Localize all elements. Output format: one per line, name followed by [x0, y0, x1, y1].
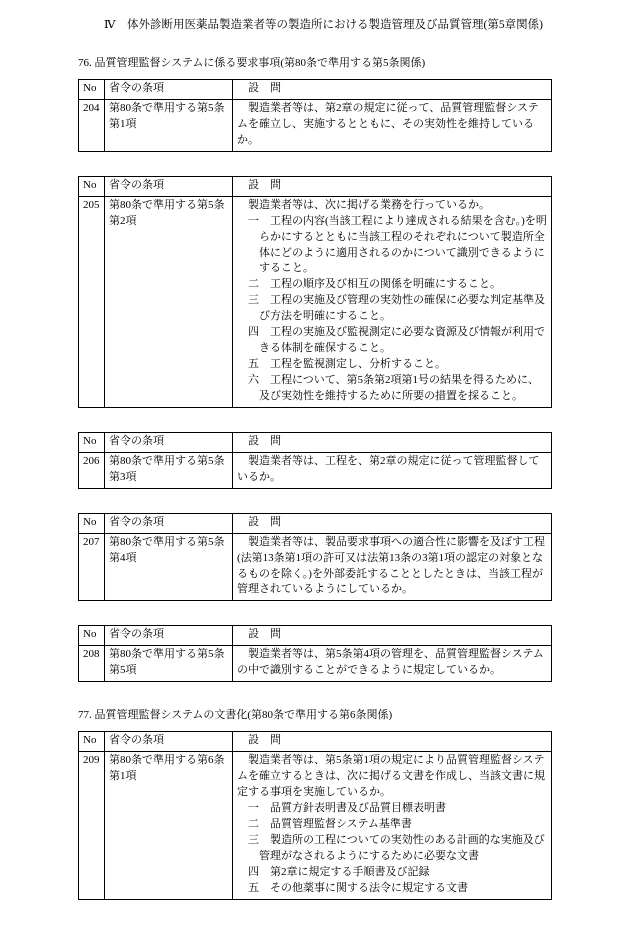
- column-header-question: 設 問: [233, 80, 552, 100]
- cell-no: 207: [79, 533, 105, 601]
- cell-no: 204: [79, 99, 105, 151]
- question-line: 四 第2章に規定する手順書及び記録: [248, 865, 430, 878]
- cell-clause: 第80条で準用する第5条第5項: [105, 646, 233, 682]
- question-line: 製造業者等は、製品要求事項への適合性に影響を及ぼす工程(法第13条第1項の許可又は法第13条の3第1項の認定の対象となるものを除く。)を外部委託することとしたときは、当該工程が管理されているようにしているか。: [237, 535, 545, 596]
- qa-table-205: [78, 176, 552, 408]
- cell-clause: 第80条で準用する第5条第3項: [105, 452, 233, 488]
- question-line: 一 品質方針表明書及び品質目標表明書: [248, 801, 446, 814]
- cell-no: 206: [79, 452, 105, 488]
- cell-question: [233, 646, 552, 682]
- document-title: Ⅳ 体外診断用医薬品製造業者等の製造所における製造管理及び品質管理(第5章関係): [104, 19, 543, 31]
- column-header-clause: 省令の条項: [105, 626, 233, 646]
- cell-no: 208: [79, 646, 105, 682]
- table-header-row: [79, 513, 552, 533]
- column-header-clause: 省令の条項: [105, 176, 233, 196]
- column-header-question: 設 問: [233, 732, 552, 752]
- table-row: [79, 196, 552, 407]
- cell-clause: 第80条で準用する第5条第4項: [105, 533, 233, 601]
- cell-question: [233, 99, 552, 151]
- column-header-question: 設 問: [233, 176, 552, 196]
- cell-question: [233, 196, 552, 407]
- table-row: [79, 533, 552, 601]
- table-header-row: [79, 176, 552, 196]
- column-header-question: 設 問: [233, 432, 552, 452]
- qa-table-207: [78, 513, 552, 602]
- qa-table-204: [78, 79, 552, 152]
- cell-question: [233, 533, 552, 601]
- question-line: 製造業者等は、次に掲げる業務を行っているか。: [237, 198, 490, 211]
- cell-clause: 第80条で準用する第6条第1項: [105, 752, 233, 899]
- cell-question: [233, 752, 552, 899]
- question-line: 四 工程の実施及び監視測定に必要な資源及び情報が利用できる体制を確保すること。: [248, 326, 545, 355]
- question-line: 三 工程の実施及び管理の実効性の確保に必要な判定基準及び方法を明確にすること。: [248, 294, 545, 323]
- question-line: 三 製造所の工程についての実効性のある計画的な実施及び管理がなされるようにするために必要な文書: [248, 833, 545, 862]
- section-77-heading: 77. 品質管理監督システムの文書化(第80条で準用する第6条関係): [78, 709, 393, 722]
- qa-table-208: [78, 625, 552, 682]
- question-line: 製造業者等は、第2章の規定に従って、品質管理監督システムを確立し、実施するとともに、その実効性を維持しているか。: [237, 101, 539, 146]
- column-header-no: No: [79, 732, 105, 752]
- table-row: [79, 452, 552, 488]
- question-line: 一 工程の内容(当該工程により達成される結果を含む。)を明らかにするとともに当該工程のそれぞれについて製造所全体にどのように適用されるのかについて識別できるようにすること。: [248, 214, 547, 275]
- section-76: [78, 54, 552, 682]
- question-line: 二 工程の順序及び相互の関係を明確にすること。: [248, 278, 501, 291]
- column-header-no: No: [79, 176, 105, 196]
- question-line: 六 工程について、第5条第2項第1号の結果を得るために、及び実効性を維持するために所要の措置を採ること。: [248, 374, 540, 402]
- column-header-clause: 省令の条項: [105, 432, 233, 452]
- column-header-no: No: [79, 432, 105, 452]
- table-row: [79, 646, 552, 682]
- question-line: 製造業者等は、第5条第1項の規定により品質管理監督システムを確立するときは、次に掲げる文書を作成し、当該文書に規定する事項を実施しているか。: [237, 754, 545, 798]
- cell-no: 205: [79, 196, 105, 407]
- column-header-question: 設 問: [233, 626, 552, 646]
- question-line: 五 工程を監視測定し、分析すること。: [248, 358, 446, 371]
- question-line: 製造業者等は、第5条第4項の管理を、品質管理監督システムの中で識別することができるように規定しているか。: [237, 648, 544, 677]
- table-header-row: [79, 626, 552, 646]
- table-header-row: [79, 432, 552, 452]
- column-header-no: No: [79, 626, 105, 646]
- column-header-question: 設 問: [233, 513, 552, 533]
- table-header-row: [79, 80, 552, 100]
- column-header-clause: 省令の条項: [105, 513, 233, 533]
- table-row: [79, 99, 552, 151]
- section-77: [78, 706, 552, 899]
- cell-question: [233, 452, 552, 488]
- table-row: [79, 752, 552, 899]
- question-line: 製造業者等は、工程を、第2章の規定に従って管理監督しているか。: [237, 454, 540, 483]
- table-header-row: [79, 732, 552, 752]
- column-header-clause: 省令の条項: [105, 80, 233, 100]
- cell-clause: 第80条で準用する第5条第1項: [105, 99, 233, 151]
- qa-table-209: [78, 731, 552, 899]
- column-header-no: No: [79, 80, 105, 100]
- qa-table-206: [78, 432, 552, 489]
- cell-clause: 第80条で準用する第5条第2項: [105, 196, 233, 407]
- cell-no: 209: [79, 752, 105, 899]
- question-line: 二 品質管理監督システム基準書: [248, 817, 412, 830]
- question-line: 五 その他薬事に関する法令に規定する文書: [248, 881, 468, 894]
- column-header-no: No: [79, 513, 105, 533]
- section-76-heading: 76. 品質管理監督システムに係る要求事項(第80条で準用する第5条関係): [78, 57, 426, 69]
- column-header-clause: 省令の条項: [105, 732, 233, 752]
